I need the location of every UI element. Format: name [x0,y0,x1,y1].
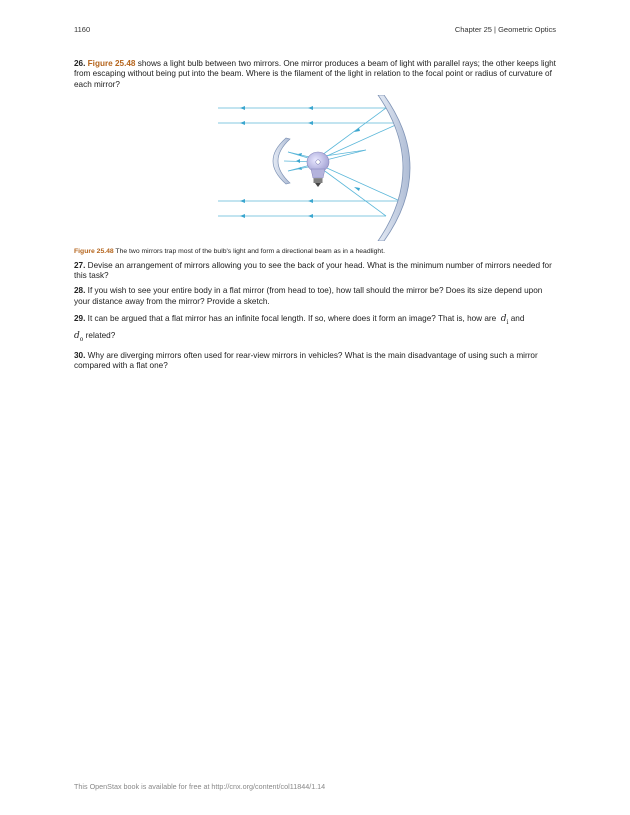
question-28 [74,286,556,307]
and-text: and [508,314,525,324]
d-i-symbol: $d_i$ [500,314,509,326]
related-text: related? [83,330,116,340]
question-number: 28. [74,286,86,296]
page-header [74,25,556,37]
question-text: It can be argued that a flat mirror has an infinite focal length. If so, where does it form an image? That is, how are [85,314,499,324]
question-text: Devise an arrangement of mirrors allowing you to see the back of your head. What is the minimum number of mirrors needed for this task? [74,260,552,281]
figure-25-48 [74,95,556,241]
figure-link[interactable]: Figure 25.48 [87,59,136,68]
page-footer: This OpenStax book is available for free at http://cnx.org/content/col11844/1.14 [74,782,326,791]
parallel-rays-bottom [218,164,400,216]
figure-caption [74,247,556,256]
d-o-symbol: $d_o$ [74,330,84,343]
light-bulb [307,152,329,187]
large-concave-mirror [378,95,410,241]
question-29 [74,312,556,346]
question-text: shows a light bulb between two mirrors. One mirror produces a beam of light with parallel rays; the other keeps light from escaping without being put into the beam. Where is the filament of the light in relation to the focal point or radius of curvature of each mirror? [74,59,556,89]
chapter-title: Chapter 25 | Geometric Optics [454,25,556,34]
question-30 [74,351,556,372]
question-number: 30. [74,350,86,360]
page-content [74,59,556,376]
question-26 [74,59,556,90]
question-number: 29. [74,314,86,324]
figure-label: Figure 25.48 [74,247,114,255]
caption-text: The two mirrors trap most of the bulb's light and form a directional beam as in a headlight. [113,247,385,255]
question-number: 26. [74,59,86,68]
page-number: 1160 [74,25,91,34]
question-text: If you wish to see your entire body in a flat mirror (from head to toe), how tall should the mirror be? Does its size depend upon your distance away from the mirror? Provide a sketch. [74,286,543,306]
mirror-headlight-diagram [218,95,418,241]
question-text: Why are diverging mirrors often used for rear-view mirrors in vehicles? What is the main disadvantage of using such a mirror compared with a flat one? [74,350,538,370]
parallel-rays-top [218,108,400,162]
filament [316,160,320,164]
question-number: 27. [74,260,86,270]
question-27 [74,261,556,282]
